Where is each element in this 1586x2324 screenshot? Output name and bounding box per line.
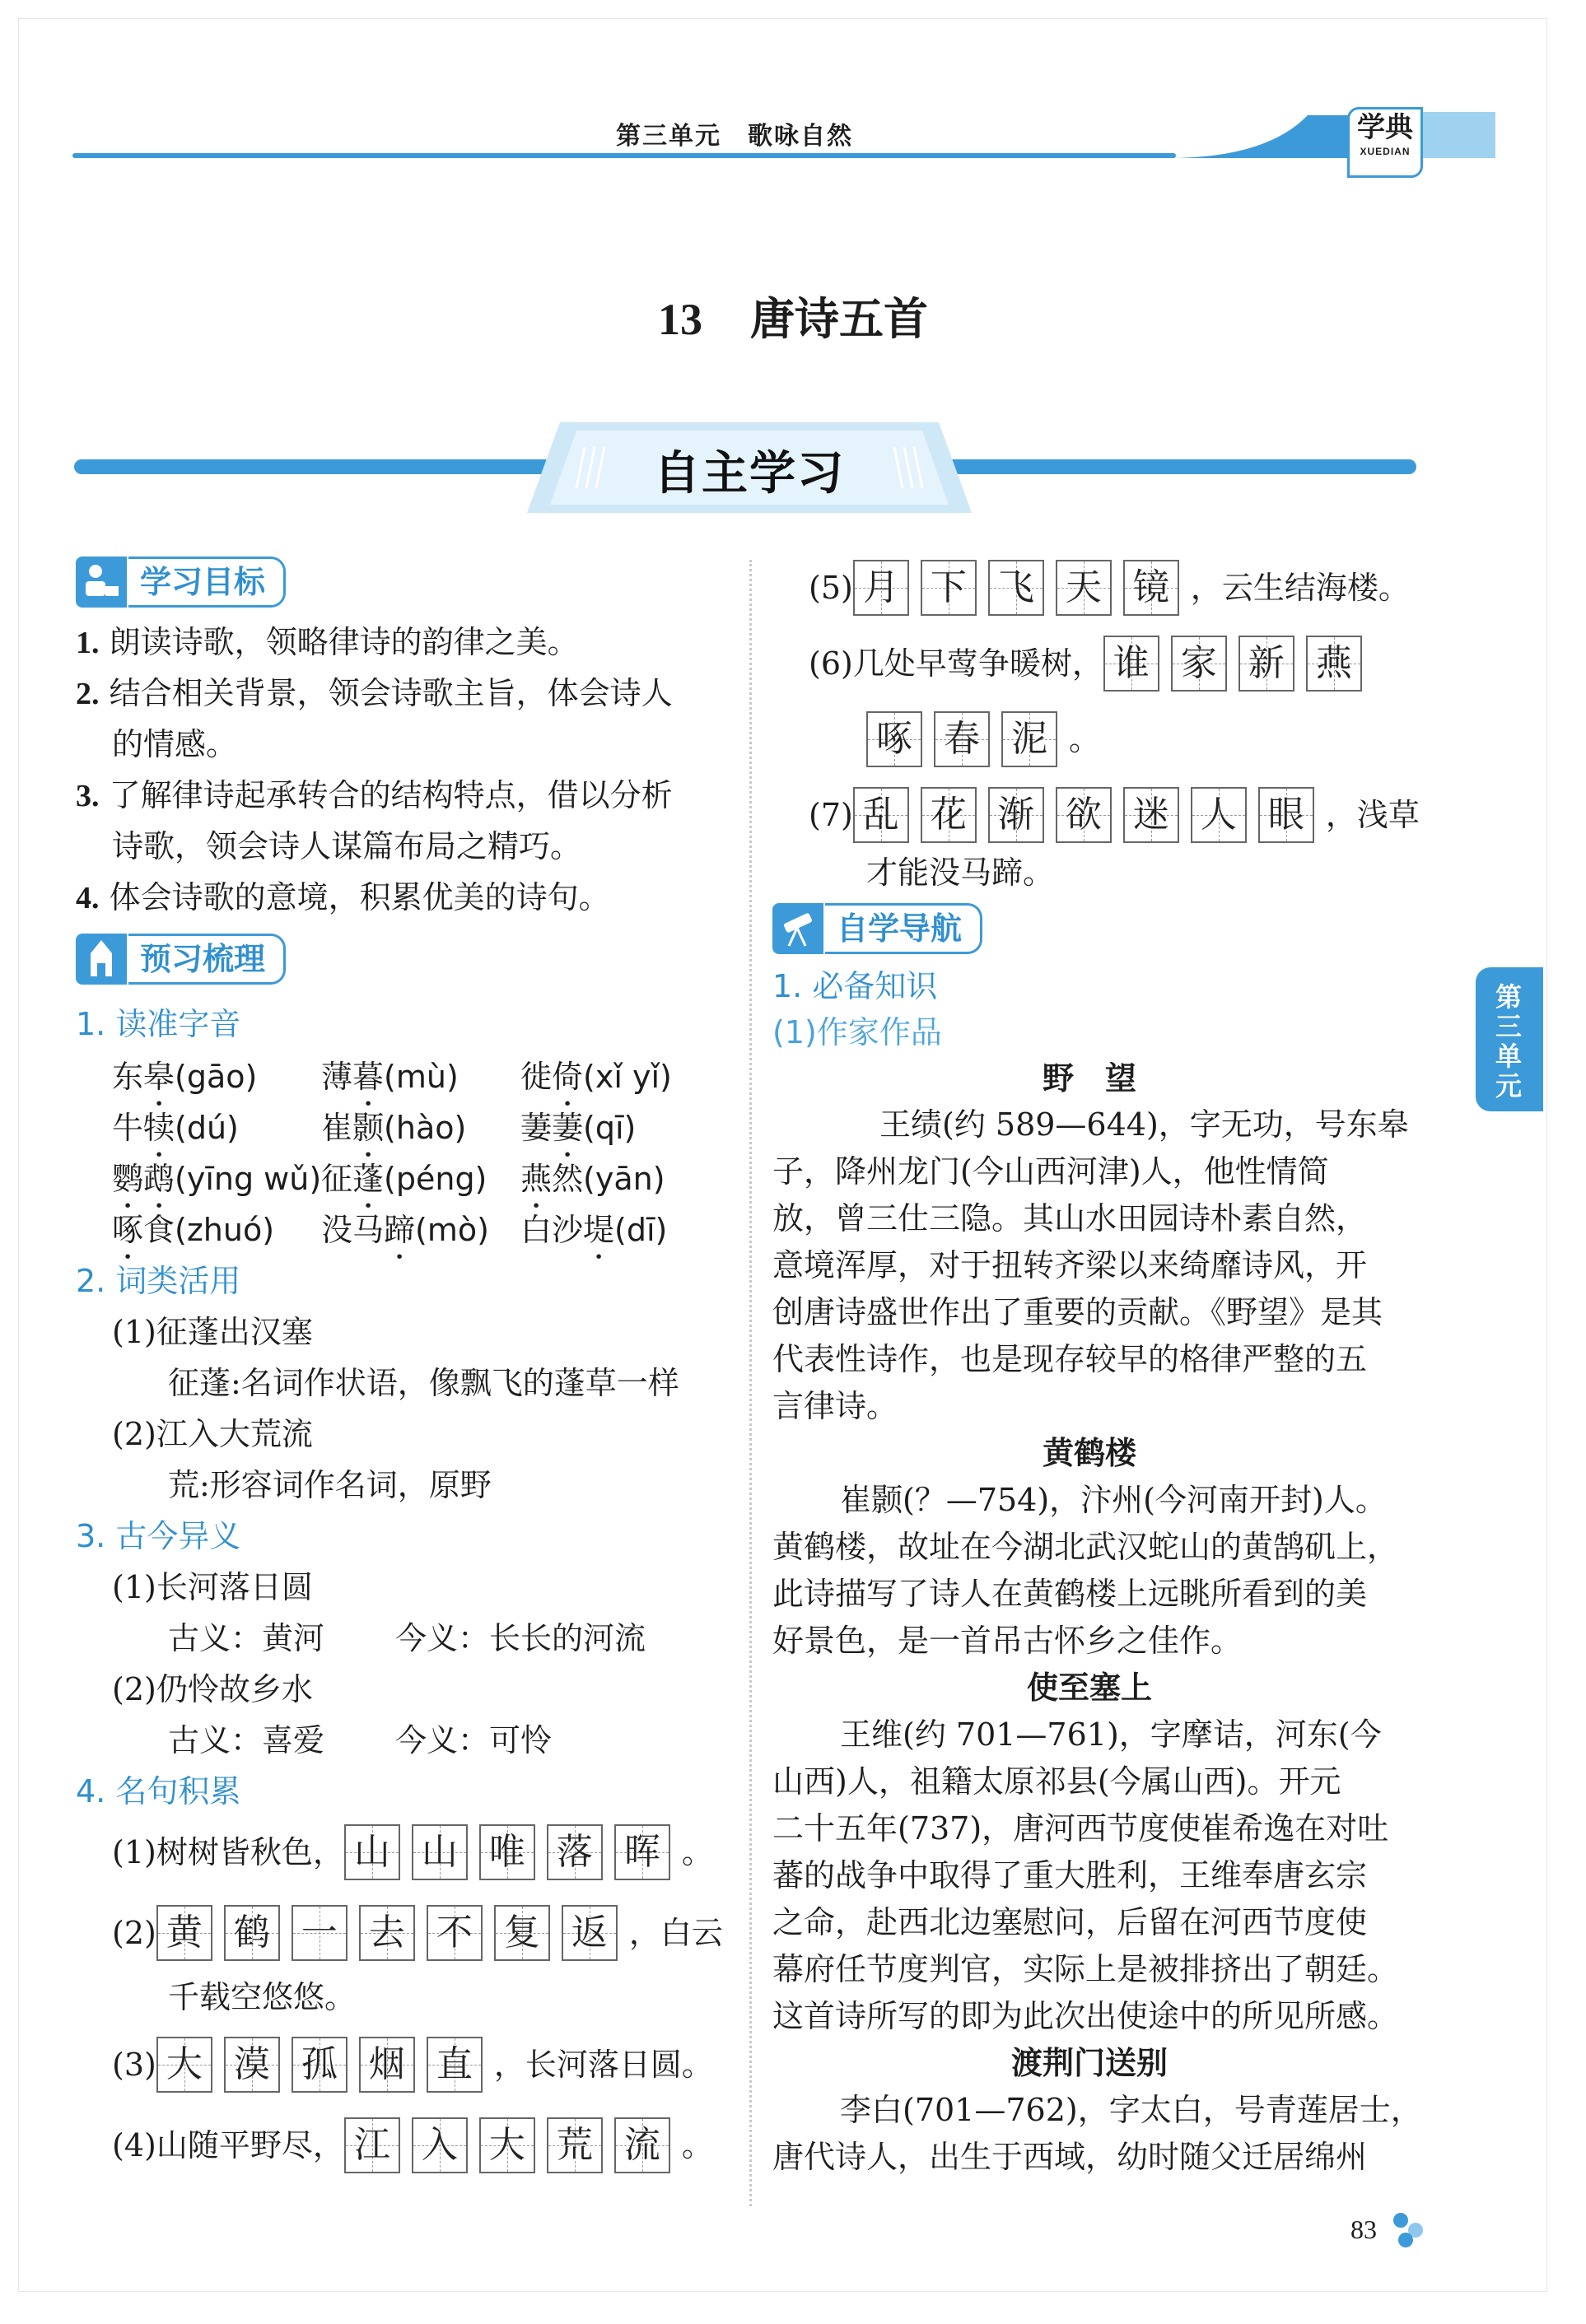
quote-line-2: (2) 黄 鹤 一 去 不 复 返 ，白云 xyxy=(112,1905,723,1961)
usage-sentence: (1)征蓬出汉塞 xyxy=(112,1314,313,1350)
poem-intro-line: 蕃的战争中取得了重大胜利，王维奉唐玄宗 xyxy=(772,1857,1368,1893)
answer-cell: 眼 xyxy=(1258,787,1314,843)
answer-cell: 漠 xyxy=(224,2037,280,2093)
poem-intro-line: 意境浑厚，对于扭转齐梁以来绮靡诗风，开 xyxy=(772,1247,1368,1283)
goal-item: 3. 了解律诗起承转合的结构特点，借以分析 xyxy=(76,777,673,813)
answer-cell: 山 xyxy=(412,1824,468,1880)
answer-cell: 去 xyxy=(359,1905,415,1961)
meaning-ancient: 古义：黄河 xyxy=(168,1620,325,1656)
usage-sentence: (2)江入大荒流 xyxy=(112,1416,313,1452)
answer-cell: 飞 xyxy=(988,560,1044,616)
answer-cell: 渐 xyxy=(988,787,1044,843)
pron-item: 薄暮(mù) xyxy=(321,1059,459,1095)
poem-intro-line: 此诗描写了诗人在黄鹤楼上远眺所看到的美 xyxy=(772,1576,1368,1612)
unit-title: 第三单元 歌咏自然 xyxy=(616,122,853,151)
poem-intro-line: 唐代诗人，出生于西域，幼时随父迁居绵州 xyxy=(772,2139,1368,2175)
header-rule xyxy=(72,153,1176,158)
section-guide-label: 自学导航 xyxy=(825,903,982,954)
answer-cell: 欲 xyxy=(1056,787,1112,843)
poem-title: 黄鹤楼 xyxy=(1042,1435,1136,1471)
poem-intro-line: 王绩(约 589—644)，字无功，号东皋 xyxy=(879,1106,1409,1143)
quote-line-4: (4)山随平野尽， 江 入 大 荒 流 。 xyxy=(112,2117,713,2173)
answer-cell: 唯 xyxy=(479,1824,535,1880)
poem-intro-line: 子，降州龙门(今山西河津)人，他性情简 xyxy=(772,1153,1329,1190)
section-goals-label: 学习目标 xyxy=(128,557,286,608)
quote-line-6-cont: 啄 春 泥 。 xyxy=(866,711,1100,767)
author-works-heading: (1)作家作品 xyxy=(772,1014,942,1050)
quote-line-3: (3) 大 漠 孤 烟 直 ，长河落日圆。 xyxy=(112,2037,713,2093)
answer-cell: 人 xyxy=(1191,787,1247,843)
answer-cell: 下 xyxy=(921,560,977,616)
poem-intro-line: 王维(约 701—761)，字摩诘，河东(今 xyxy=(840,1716,1382,1753)
page-number: 83 xyxy=(1350,2215,1377,2244)
pron-item: 徙倚(xǐ yǐ) xyxy=(520,1059,672,1095)
poem-title: 野 望 xyxy=(1042,1060,1136,1097)
header-swoosh xyxy=(1168,107,1349,158)
goal-item: 1. 朗读诗歌，领略律诗的韵律之美。 xyxy=(76,624,579,660)
answer-cell: 入 xyxy=(412,2117,468,2173)
poem-intro-line: 代表性诗作，也是现存较早的格律严整的五 xyxy=(772,1341,1368,1377)
answer-cell: 家 xyxy=(1171,636,1227,692)
usage-note: 荒:形容词作名词，原野 xyxy=(168,1467,492,1503)
meaning-modern: 今义：可怜 xyxy=(395,1722,553,1758)
answer-cell: 新 xyxy=(1238,636,1294,692)
meaning-sentence: (2)仍怜故乡水 xyxy=(112,1671,313,1707)
pron-item: 牛犊(dú) xyxy=(112,1110,239,1146)
poem-intro-line: 创唐诗盛世作出了重要的贡献。《野望》是其 xyxy=(772,1294,1383,1330)
pron-item: 啄食(zhuó) xyxy=(112,1212,275,1248)
page-header xyxy=(72,99,1423,165)
quote-line-7: (7) 乱 花 渐 欲 迷 人 眼 ，浅草 xyxy=(809,787,1420,843)
answer-cell: 流 xyxy=(614,2117,670,2173)
answer-cell: 江 xyxy=(344,2117,400,2173)
poem-intro-line: 放，曾三仕三隐。其山水田园诗朴素自然， xyxy=(772,1200,1368,1237)
usage-note: 征蓬:名词作状语，像飘飞的蓬草一样 xyxy=(168,1365,679,1401)
poem-intro-line: 这首诗所写的即为此次出使途中的所见所感。 xyxy=(772,1998,1399,2034)
logo-subtext: XUEDIAN xyxy=(1360,146,1411,157)
answer-cell: 孤 xyxy=(292,2037,348,2093)
poem-intro-line: 山西)人，祖籍太原祁县(今属山西)。开元 xyxy=(772,1763,1341,1800)
answer-cell: 春 xyxy=(934,711,990,767)
poem-intro-line: 之命，赴西北边塞慰问，后留在河西节度使 xyxy=(772,1904,1368,1940)
answer-cell: 天 xyxy=(1056,560,1112,616)
answer-cell: 乱 xyxy=(853,787,909,843)
quotes-heading: 4. 名句积累 xyxy=(76,1773,241,1809)
poem-intro-line: 李白(701—762)，字太白，号青莲居士， xyxy=(840,2092,1422,2128)
answer-cell: 镜 xyxy=(1123,560,1179,616)
poem-intro-line: 二十五年(737)，唐河西节度使崔希逸在对吐 xyxy=(772,1810,1389,1847)
lesson-name: 唐诗五首 xyxy=(750,292,928,345)
lesson-title xyxy=(0,284,1586,347)
quote-line-1: (1)树树皆秋色， 山 山 唯 落 晖 。 xyxy=(112,1824,713,1880)
quote-line-6: (6)几处早莺争暖树， 谁 家 新 燕 xyxy=(809,636,1374,692)
answer-cell: 落 xyxy=(547,1824,603,1880)
goal-item: 2. 结合相关背景，领会诗歌主旨，体会诗人 xyxy=(76,675,673,711)
answer-cell: 黄 xyxy=(156,1905,212,1961)
pencil-icon xyxy=(76,934,127,985)
pron-item: 燕然(yān) xyxy=(520,1161,665,1197)
poem-intro-line: 崔颢(？—754)，汴州(今河南开封)人。 xyxy=(840,1482,1387,1518)
answer-cell: 大 xyxy=(156,2037,212,2093)
pronunciation-heading: 1. 读准字音 xyxy=(76,1006,241,1042)
quote-line-5: (5) 月 下 飞 天 镜 ，云生结海楼。 xyxy=(809,560,1410,616)
answer-cell: 一 xyxy=(292,1905,348,1961)
goal-item-cont: 诗歌，领会诗人谋篇布局之精巧。 xyxy=(112,828,582,864)
meaning-heading: 3. 古今异义 xyxy=(76,1518,241,1554)
student-icon xyxy=(76,557,127,608)
answer-cell: 复 xyxy=(494,1905,550,1961)
lesson-number: 13 xyxy=(658,295,702,344)
logo-text: 学典 xyxy=(1357,111,1413,144)
telescope-icon xyxy=(772,903,823,954)
answer-cell: 花 xyxy=(921,787,977,843)
meaning-modern: 今义：长长的河流 xyxy=(395,1620,646,1656)
unit-side-tab-label: 第三单元 xyxy=(1495,981,1522,1101)
decor-dot xyxy=(1398,2233,1413,2247)
answer-cell: 烟 xyxy=(359,2037,415,2093)
pron-item: 白沙堤(dī) xyxy=(520,1212,668,1248)
pron-item: 鹦鹉(yīng wǔ) xyxy=(112,1161,322,1197)
answer-cell: 燕 xyxy=(1306,636,1362,692)
answer-cell: 直 xyxy=(427,2037,483,2093)
poem-intro-line: 幕府任节度判官，实际上是被排挤出了朝廷。 xyxy=(772,1951,1399,1987)
answer-cell: 月 xyxy=(853,560,909,616)
answer-cell: 晖 xyxy=(614,1824,670,1880)
column-divider xyxy=(749,560,752,2206)
answer-cell: 鹤 xyxy=(224,1905,280,1961)
poem-intro-line: 黄鹤楼，故址在今湖北武汉蛇山的黄鹄矶上， xyxy=(772,1529,1399,1565)
answer-cell: 迷 xyxy=(1123,787,1179,843)
section-banner xyxy=(527,422,972,513)
publisher-logo xyxy=(1347,107,1423,178)
pron-item: 萋萋(qī) xyxy=(520,1110,637,1146)
pron-item: 崔颢(hào) xyxy=(321,1110,467,1146)
meaning-sentence: (1)长河落日圆 xyxy=(112,1569,313,1605)
knowledge-heading: 1. 必备知识 xyxy=(772,968,938,1004)
pron-item: 没马蹄(mò) xyxy=(321,1212,489,1248)
meaning-ancient: 古义：喜爱 xyxy=(168,1722,325,1758)
goal-item-cont: 的情感。 xyxy=(112,726,238,762)
section-preview-label: 预习梳理 xyxy=(128,934,286,985)
answer-cell: 山 xyxy=(344,1824,400,1880)
quote-line-7-cont: 才能没马蹄。 xyxy=(866,855,1055,891)
answer-cell: 啄 xyxy=(866,711,922,767)
pron-item: 东皋(gāo) xyxy=(112,1059,258,1095)
answer-cell: 荒 xyxy=(547,2117,603,2173)
goal-item: 4. 体会诗歌的意境，积累优美的诗句。 xyxy=(76,879,610,915)
banner-title: 自主学习 xyxy=(654,447,845,501)
answer-cell: 不 xyxy=(427,1905,483,1961)
logo-strip xyxy=(1421,112,1495,158)
poem-title: 渡荆门送别 xyxy=(1010,2045,1168,2081)
pron-item: 征蓬(péng) xyxy=(321,1161,487,1197)
decor-dot xyxy=(1393,2213,1408,2228)
answer-cell: 谁 xyxy=(1103,636,1159,692)
usage-heading: 2. 词类活用 xyxy=(76,1263,241,1299)
quote-line-2-cont: 千载空悠悠。 xyxy=(168,1979,357,2015)
poem-intro-line: 言律诗。 xyxy=(772,1388,898,1424)
poem-intro-line: 好景色，是一首吊古怀乡之佳作。 xyxy=(772,1623,1243,1659)
answer-cell: 大 xyxy=(479,2117,535,2173)
answer-cell: 返 xyxy=(562,1905,618,1961)
unit-side-tab xyxy=(1476,967,1543,1111)
answer-cell: 泥 xyxy=(1001,711,1057,767)
poem-title: 使至塞上 xyxy=(1026,1670,1152,1706)
